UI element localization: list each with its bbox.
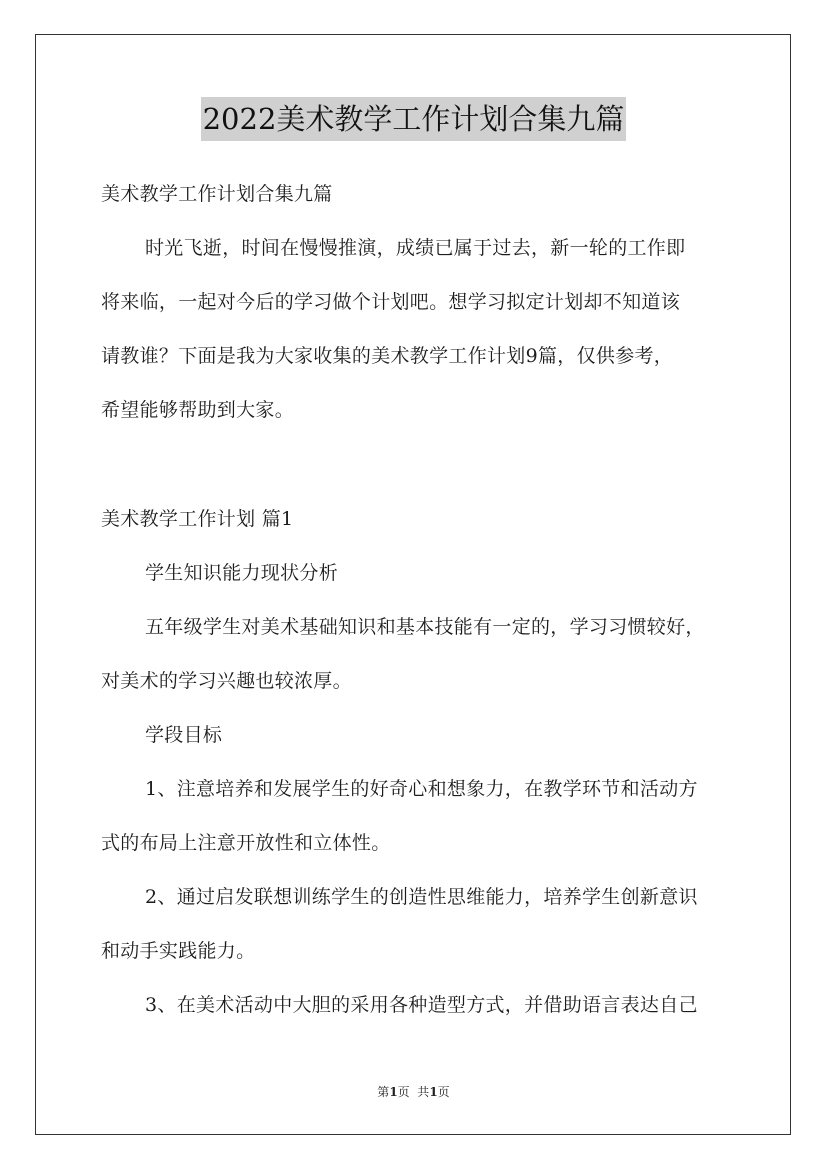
footer-suffix: 页 [437,1085,450,1099]
goal-2-line-2: 和动手实践能力。 [101,940,256,962]
intro-line-2: 将来临，一起对今后的学习做个计划吧。想学习拟定计划却不知道该 [101,291,681,313]
paragraph-1-line-2: 对美术的学习兴趣也较浓厚。 [101,670,352,692]
goal-1-line-2: 式的布局上注意开放性和立体性。 [101,832,391,854]
footer-prefix: 第 [377,1085,390,1099]
footer-page-current: 1 [389,1085,398,1099]
document-subtitle: 美术教学工作计划合集九篇 [101,183,333,205]
section-heading: 美术教学工作计划 篇1 [101,508,294,530]
intro-line-1: 时光飞逝，时间在慢慢推演，成绩已属于过去，新一轮的工作即 [145,237,686,259]
footer-page-total: 1 [429,1085,438,1099]
footer-mid: 页 共 [397,1085,430,1099]
goal-3-line-1: 3、在美术活动中大胆的采用各种造型方式，并借助语言表达自己 [145,994,698,1016]
subsection-heading-goals: 学段目标 [145,724,223,746]
intro-line-3: 请教谁？下面是我为大家收集的美术教学工作计划9篇，仅供参考， [101,345,674,367]
goal-1-line-1: 1、注意培养和发展学生的好奇心和想象力，在教学环节和活动方 [145,778,698,800]
subsection-heading-analysis: 学生知识能力现状分析 [145,562,339,584]
goal-2-line-1: 2、通过启发联想训练学生的创造性思维能力，培养学生创新意识 [145,886,698,908]
intro-line-4: 希望能够帮助到大家。 [101,399,295,421]
page-footer [0,1084,827,1100]
title-container [0,97,827,141]
paragraph-1-line-1: 五年级学生对美术基础知识和基本技能有一定的，学习习惯较好， [145,616,705,638]
document-title: 2022美术教学工作计划合集九篇 [201,97,627,141]
